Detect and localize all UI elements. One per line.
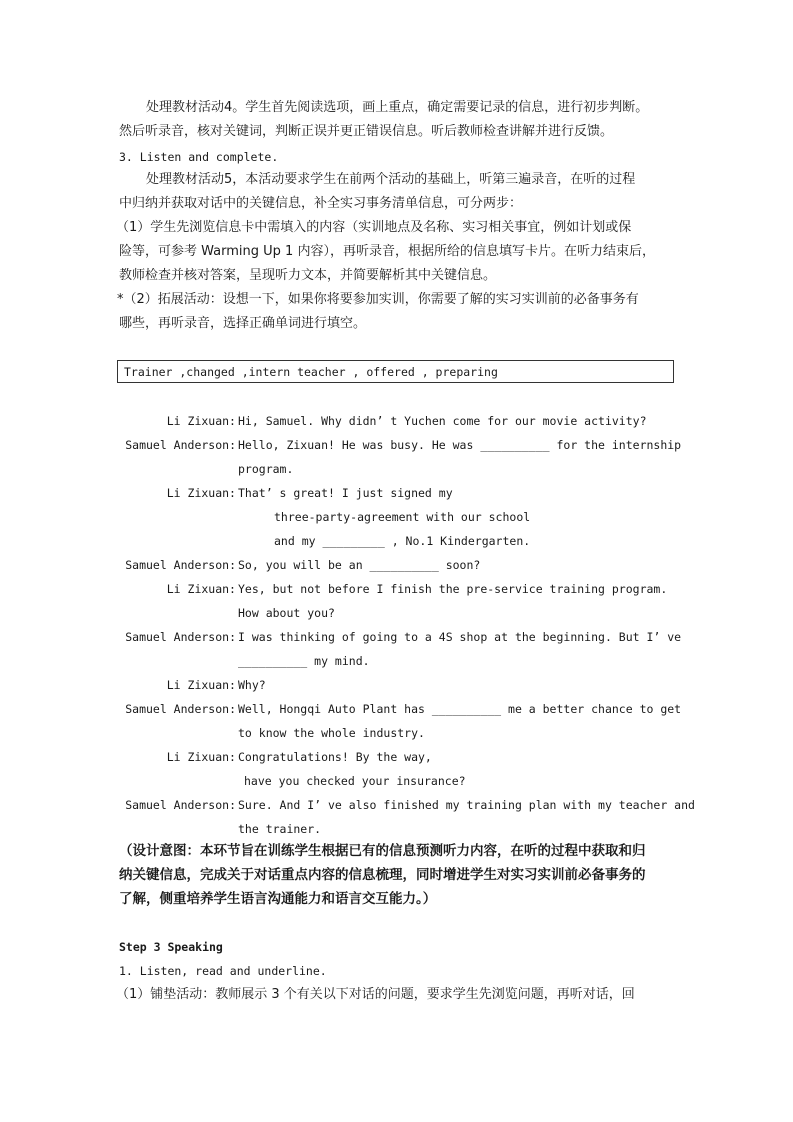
speaker-label: Li Zixuan: <box>166 750 236 764</box>
paragraph-line: 险等，可参考 Warming Up 1 内容），再听录音，根据所给的信息填写卡片。在听力结束后， <box>119 244 655 259</box>
dialogue-line: How about you? <box>238 606 335 620</box>
dialogue-line: Congratulations! By the way, <box>238 750 432 764</box>
list-item: 1. Listen, read and underline. <box>119 964 327 978</box>
dialogue-line: __________ my mind. <box>238 654 370 668</box>
section-heading: 3. Listen and complete. <box>119 150 279 164</box>
dialogue-line: So, you will be an __________ soon? <box>238 558 481 572</box>
dialogue-line: the trainer. <box>238 822 322 836</box>
dialogue-line: Sure. And I’ ve also finished my training plan with my teacher and <box>238 798 695 812</box>
speaker-label: Samuel Anderson: <box>125 630 236 644</box>
speaker-label: Li Zixuan: <box>166 582 236 596</box>
speaker-label: Li Zixuan: <box>166 486 236 500</box>
paragraph-line: 处理教材活动5，本活动要求学生在前两个活动的基础上，听第三遍录音，在听的过程 <box>146 172 636 187</box>
paragraph-line: （1）铺垫活动：教师展示 3 个有关以下对话的问题，要求学生先浏览问题，再听对话，回 <box>116 987 635 1002</box>
speaker-label: Samuel Anderson: <box>125 438 236 452</box>
dialogue-line: program. <box>238 462 294 476</box>
design-note-line: （设计意图：本环节旨在训练学生根据已有的信息预测听力内容，在听的过程中获取和归 <box>119 843 646 859</box>
word-bank-text: Trainer ,changed ,intern teacher , offered , preparing <box>124 365 498 379</box>
dialogue-line: Why? <box>238 678 266 692</box>
paragraph-line: 哪些，再听录音，选择正确单词进行填空。 <box>119 316 367 331</box>
paragraph-line: 然后听录音，核对关键词，判断正误并更正错误信息。听后教师检查讲解并进行反馈。 <box>119 124 614 139</box>
dialogue-line: to know the whole industry. <box>238 726 425 740</box>
dialogue-line: I was thinking of going to a 4S shop at the beginning. But I’ ve <box>238 630 682 644</box>
paragraph-line: 中归纳并获取对话中的关键信息，补全实习事务清单信息，可分两步： <box>119 196 523 211</box>
paragraph-line: *（2）拓展活动：设想一下，如果你将要参加实训，你需要了解的实习实训前的必备事务有 <box>117 292 639 307</box>
speaker-label: Li Zixuan: <box>166 678 236 692</box>
step-heading: Step 3 Speaking <box>119 940 223 954</box>
paragraph-line: （1）学生先浏览信息卡中需填入的内容（实训地点及名称、实习相关事宜，例如计划或保 <box>116 220 632 235</box>
design-note-line: 了解，侧重培养学生语言沟通能力和语言交互能力。） <box>119 891 437 907</box>
speaker-label: Samuel Anderson: <box>125 558 236 572</box>
dialogue-line: and my _________ , No.1 Kindergarten. <box>274 534 531 548</box>
dialogue-line: That’ s great! I just signed my <box>238 486 453 500</box>
paragraph-line: 处理教材活动4。学生首先阅读选项，画上重点，确定需要记录的信息，进行初步判断。 <box>146 100 649 115</box>
speaker-label: Samuel Anderson: <box>125 798 236 812</box>
dialogue-line: have you checked your insurance? <box>244 774 466 788</box>
dialogue-line: Yes, but not before I finish the pre-service training program. <box>238 582 668 596</box>
word-bank-box <box>117 360 674 383</box>
paragraph-line: 教师检查并核对答案，呈现听力文本，并简要解析其中关键信息。 <box>119 268 497 283</box>
dialogue-line: three-party-agreement with our school <box>274 510 531 524</box>
dialogue-line: Well, Hongqi Auto Plant has __________ me a better chance to get <box>238 702 682 716</box>
speaker-label: Li Zixuan: <box>166 414 236 428</box>
dialogue-line: Hi, Samuel. Why didn’ t Yuchen come for our movie activity? <box>238 414 647 428</box>
design-note-line: 纳关键信息，完成关于对话重点内容的信息梳理，同时增进学生对实习实训前必备事务的 <box>119 867 646 883</box>
dialogue-line: Hello, Zixuan! He was busy. He was __________ for the internship <box>238 438 682 452</box>
speaker-label: Samuel Anderson: <box>125 702 236 716</box>
